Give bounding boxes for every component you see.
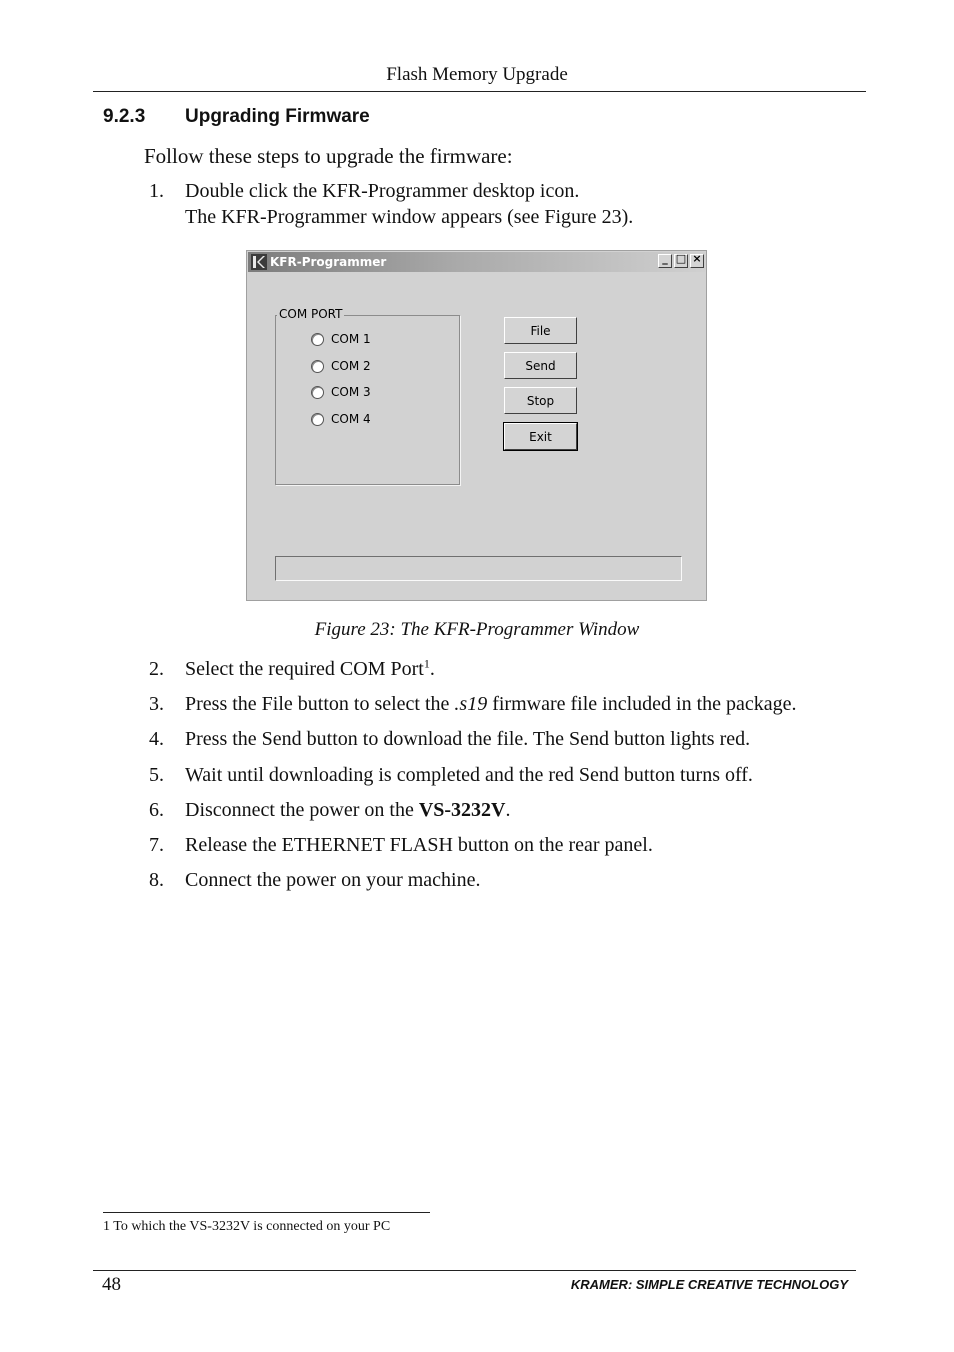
step-7 xyxy=(149,834,653,857)
step-text: Release the ETHERNET FLASH button on the rear panel. xyxy=(185,834,653,856)
kramer-app-icon xyxy=(251,254,267,270)
step-number: 5. xyxy=(149,764,164,786)
step-text-end: . xyxy=(429,658,435,680)
step-1 xyxy=(149,180,579,203)
kfr-programmer-window xyxy=(246,250,707,601)
radio-circle-icon xyxy=(311,333,324,346)
radio-circle-icon xyxy=(311,386,324,399)
minimize-icon: _ xyxy=(662,252,668,265)
com1-label: COM 1 xyxy=(331,332,371,346)
section-title: Upgrading Firmware xyxy=(185,106,370,127)
send-button[interactable]: Send xyxy=(504,352,577,379)
maximize-icon: □ xyxy=(675,252,687,265)
section-number: 9.2.3 xyxy=(103,106,146,127)
com-port-group-label: COM PORT xyxy=(279,307,343,321)
step-text: Disconnect the power on the xyxy=(185,799,419,821)
step-number: 8. xyxy=(149,869,164,891)
com4-label: COM 4 xyxy=(331,412,371,426)
step-1-continuation: The KFR-Programmer window appears (see Figure 23). xyxy=(185,206,634,228)
step-5 xyxy=(149,764,753,787)
step-text: Select the required COM Port xyxy=(185,658,424,680)
intro-paragraph: Follow these steps to upgrade the firmware: xyxy=(144,144,513,168)
footer-brand: KRAMER: SIMPLE CREATIVE TECHNOLOGY xyxy=(570,1277,848,1292)
exit-button[interactable]: Exit xyxy=(504,423,577,450)
progress-status-bar xyxy=(275,556,682,581)
page-number: 48 xyxy=(102,1274,121,1295)
step-text: Press the File button to select the xyxy=(185,693,455,715)
footnote: 1 To which the VS-3232V is connected on your PC xyxy=(103,1219,391,1234)
maximize-button[interactable] xyxy=(674,254,688,268)
step-3 xyxy=(149,693,797,716)
step-number: 6. xyxy=(149,799,164,821)
step-number: 4. xyxy=(149,728,164,750)
step-number: 2. xyxy=(149,658,164,680)
step-number: 7. xyxy=(149,834,164,856)
titlebar-buttons xyxy=(656,254,704,270)
step-6 xyxy=(149,799,511,822)
step-text: Wait until downloading is completed and the red Send button turns off. xyxy=(185,764,753,786)
product-name: VS-3232V xyxy=(418,799,506,821)
footnote-ref: 1 xyxy=(423,656,430,671)
com2-radio[interactable] xyxy=(311,358,371,374)
com1-radio[interactable] xyxy=(311,331,371,347)
com4-radio[interactable] xyxy=(311,411,371,427)
close-button[interactable] xyxy=(690,254,704,268)
figure-caption: Figure 23: The KFR-Programmer Window xyxy=(314,619,640,640)
step-8 xyxy=(149,869,480,892)
close-icon: × xyxy=(692,252,702,265)
file-button[interactable]: File xyxy=(504,317,577,344)
minimize-button[interactable] xyxy=(658,254,672,268)
radio-circle-icon xyxy=(311,413,324,426)
footnote-rule xyxy=(103,1212,430,1213)
header-rule xyxy=(93,91,866,92)
com2-label: COM 2 xyxy=(331,359,371,373)
step-text: Connect the power on your machine. xyxy=(185,869,481,891)
step-text: Double click the KFR-Programmer desktop icon. xyxy=(185,180,580,202)
step-4 xyxy=(149,728,750,751)
step-number: 1. xyxy=(149,180,164,202)
step-number: 3. xyxy=(149,693,164,715)
window-title: KFR-Programmer xyxy=(270,255,387,269)
file-extension: .s19 xyxy=(454,693,488,715)
running-header: Flash Memory Upgrade xyxy=(386,64,568,85)
com3-label: COM 3 xyxy=(331,385,371,399)
step-text-end: firmware file included in the package. xyxy=(487,693,797,715)
step-text: Press the Send button to download the file. The Send button lights red. xyxy=(185,728,751,750)
footer-rule xyxy=(93,1270,856,1271)
window-titlebar[interactable] xyxy=(248,252,705,272)
com3-radio[interactable] xyxy=(311,384,371,400)
step-2 xyxy=(149,658,435,681)
radio-circle-icon xyxy=(311,360,324,373)
stop-button[interactable]: Stop xyxy=(504,387,577,414)
step-text-end: . xyxy=(505,799,511,821)
